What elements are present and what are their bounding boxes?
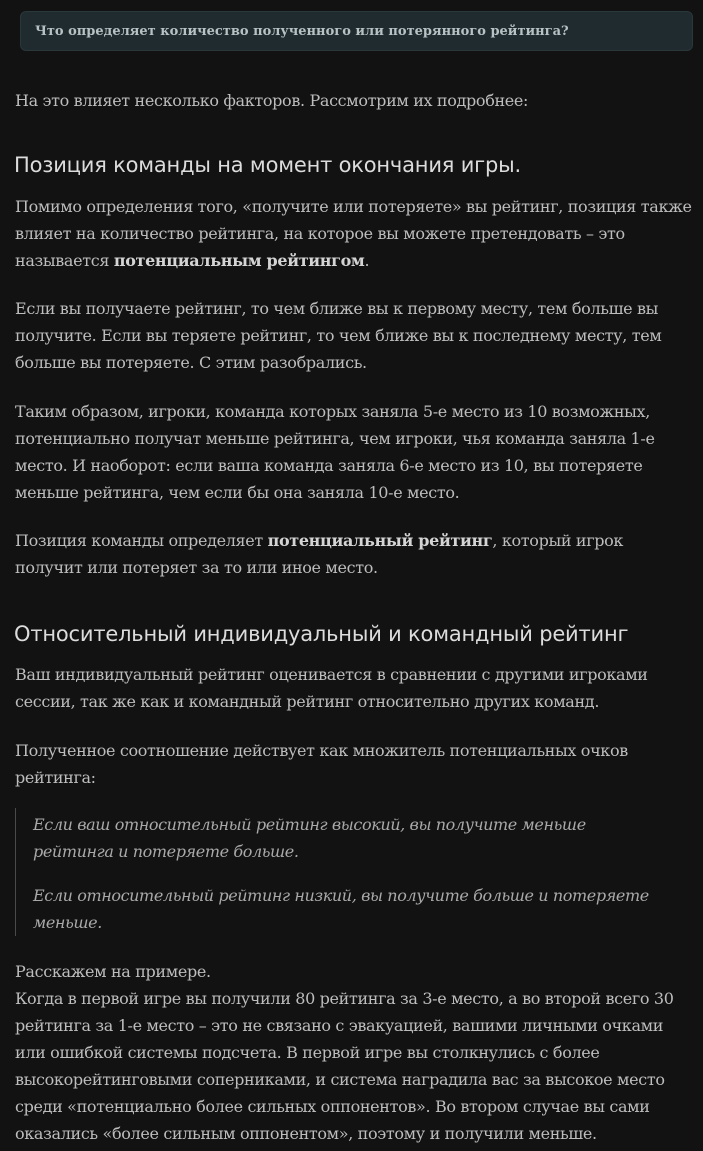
text-span: . bbox=[364, 251, 370, 270]
blockquote bbox=[15, 808, 666, 936]
quote-high-rating: Если ваш относительный рейтинг высокий, вы получите меньше рейтинга и потеряете больше. bbox=[33, 815, 586, 861]
text-span: , который игрок получит или потеряет за то или иное место. bbox=[15, 531, 624, 577]
example-body: Когда в первой игре вы получили 80 рейтинга за 3-е место, а во второй всего 30 рейтинга за 1-е место – это не связано с эвакуацией, вашими личными очками или ошибкой системы подсчета. В первой игре вы столкнулись с более высокорейтинговыми соперниками, и система наградила вас за высокое место среди «потенциально более сильных оппонентов». Во втором случае вы сами оказались «более сильным оппонентом», поэтому и получили меньше. bbox=[15, 989, 674, 1143]
text-span: Помимо определения того, «получите или потеряете» вы рейтинг, позиция также влияет на количество рейтинга, на которое вы можете претендовать – это называется bbox=[15, 197, 692, 270]
bold-term-potential-rating: потенциальный рейтинг bbox=[267, 531, 493, 550]
text-span: Позиция команды определяет bbox=[15, 531, 268, 550]
example-intro-line: Расскажем на примере. bbox=[15, 962, 211, 981]
intro-paragraph: На это влияет несколько факторов. Рассмотрим их подробнее: bbox=[15, 91, 529, 110]
paragraph-closer-to-place: Если вы получаете рейтинг, то чем ближе вы к первому месту, тем больше вы получите. Если вы теряете рейтинг, то чем ближе вы к последнему месту, тем больше вы потеряете. С этим разобрались. bbox=[15, 299, 662, 372]
paragraph-example bbox=[15, 958, 695, 1147]
section-heading-team-position: Позиция команды на момент окончания игры. bbox=[14, 153, 521, 177]
paragraph-individual-rating: Ваш индивидуальный рейтинг оценивается в сравнении с другими игроками сессии, так же как и командный рейтинг относительно других команд. bbox=[15, 665, 648, 711]
bold-term-potential-rating: потенциальным рейтингом bbox=[113, 251, 365, 270]
question-box[interactable] bbox=[20, 11, 693, 51]
paragraph-potential-rating bbox=[15, 193, 695, 274]
question-text: Что определяет количество полученного или потерянного рейтинга? bbox=[35, 23, 569, 39]
paragraph-position-defines bbox=[15, 527, 695, 581]
section-heading-relative-rating: Относительный индивидуальный и командный рейтинг bbox=[14, 622, 629, 646]
paragraph-multiplier: Полученное соотношение действует как множитель потенциальных очков рейтинга: bbox=[15, 741, 628, 787]
paragraph-example-places: Таким образом, игроки, команда которых заняла 5-е место из 10 возможных, потенциально получат меньше рейтинга, чем игроки, чья команда заняла 1-е место. И наоборот: если ваша команда заняла 6-е место из 10, вы потеряете меньше рейтинга, чем если бы она заняла 10-е место. bbox=[15, 402, 655, 502]
quote-low-rating: Если относительный рейтинг низкий, вы получите больше и потеряете меньше. bbox=[33, 886, 649, 932]
